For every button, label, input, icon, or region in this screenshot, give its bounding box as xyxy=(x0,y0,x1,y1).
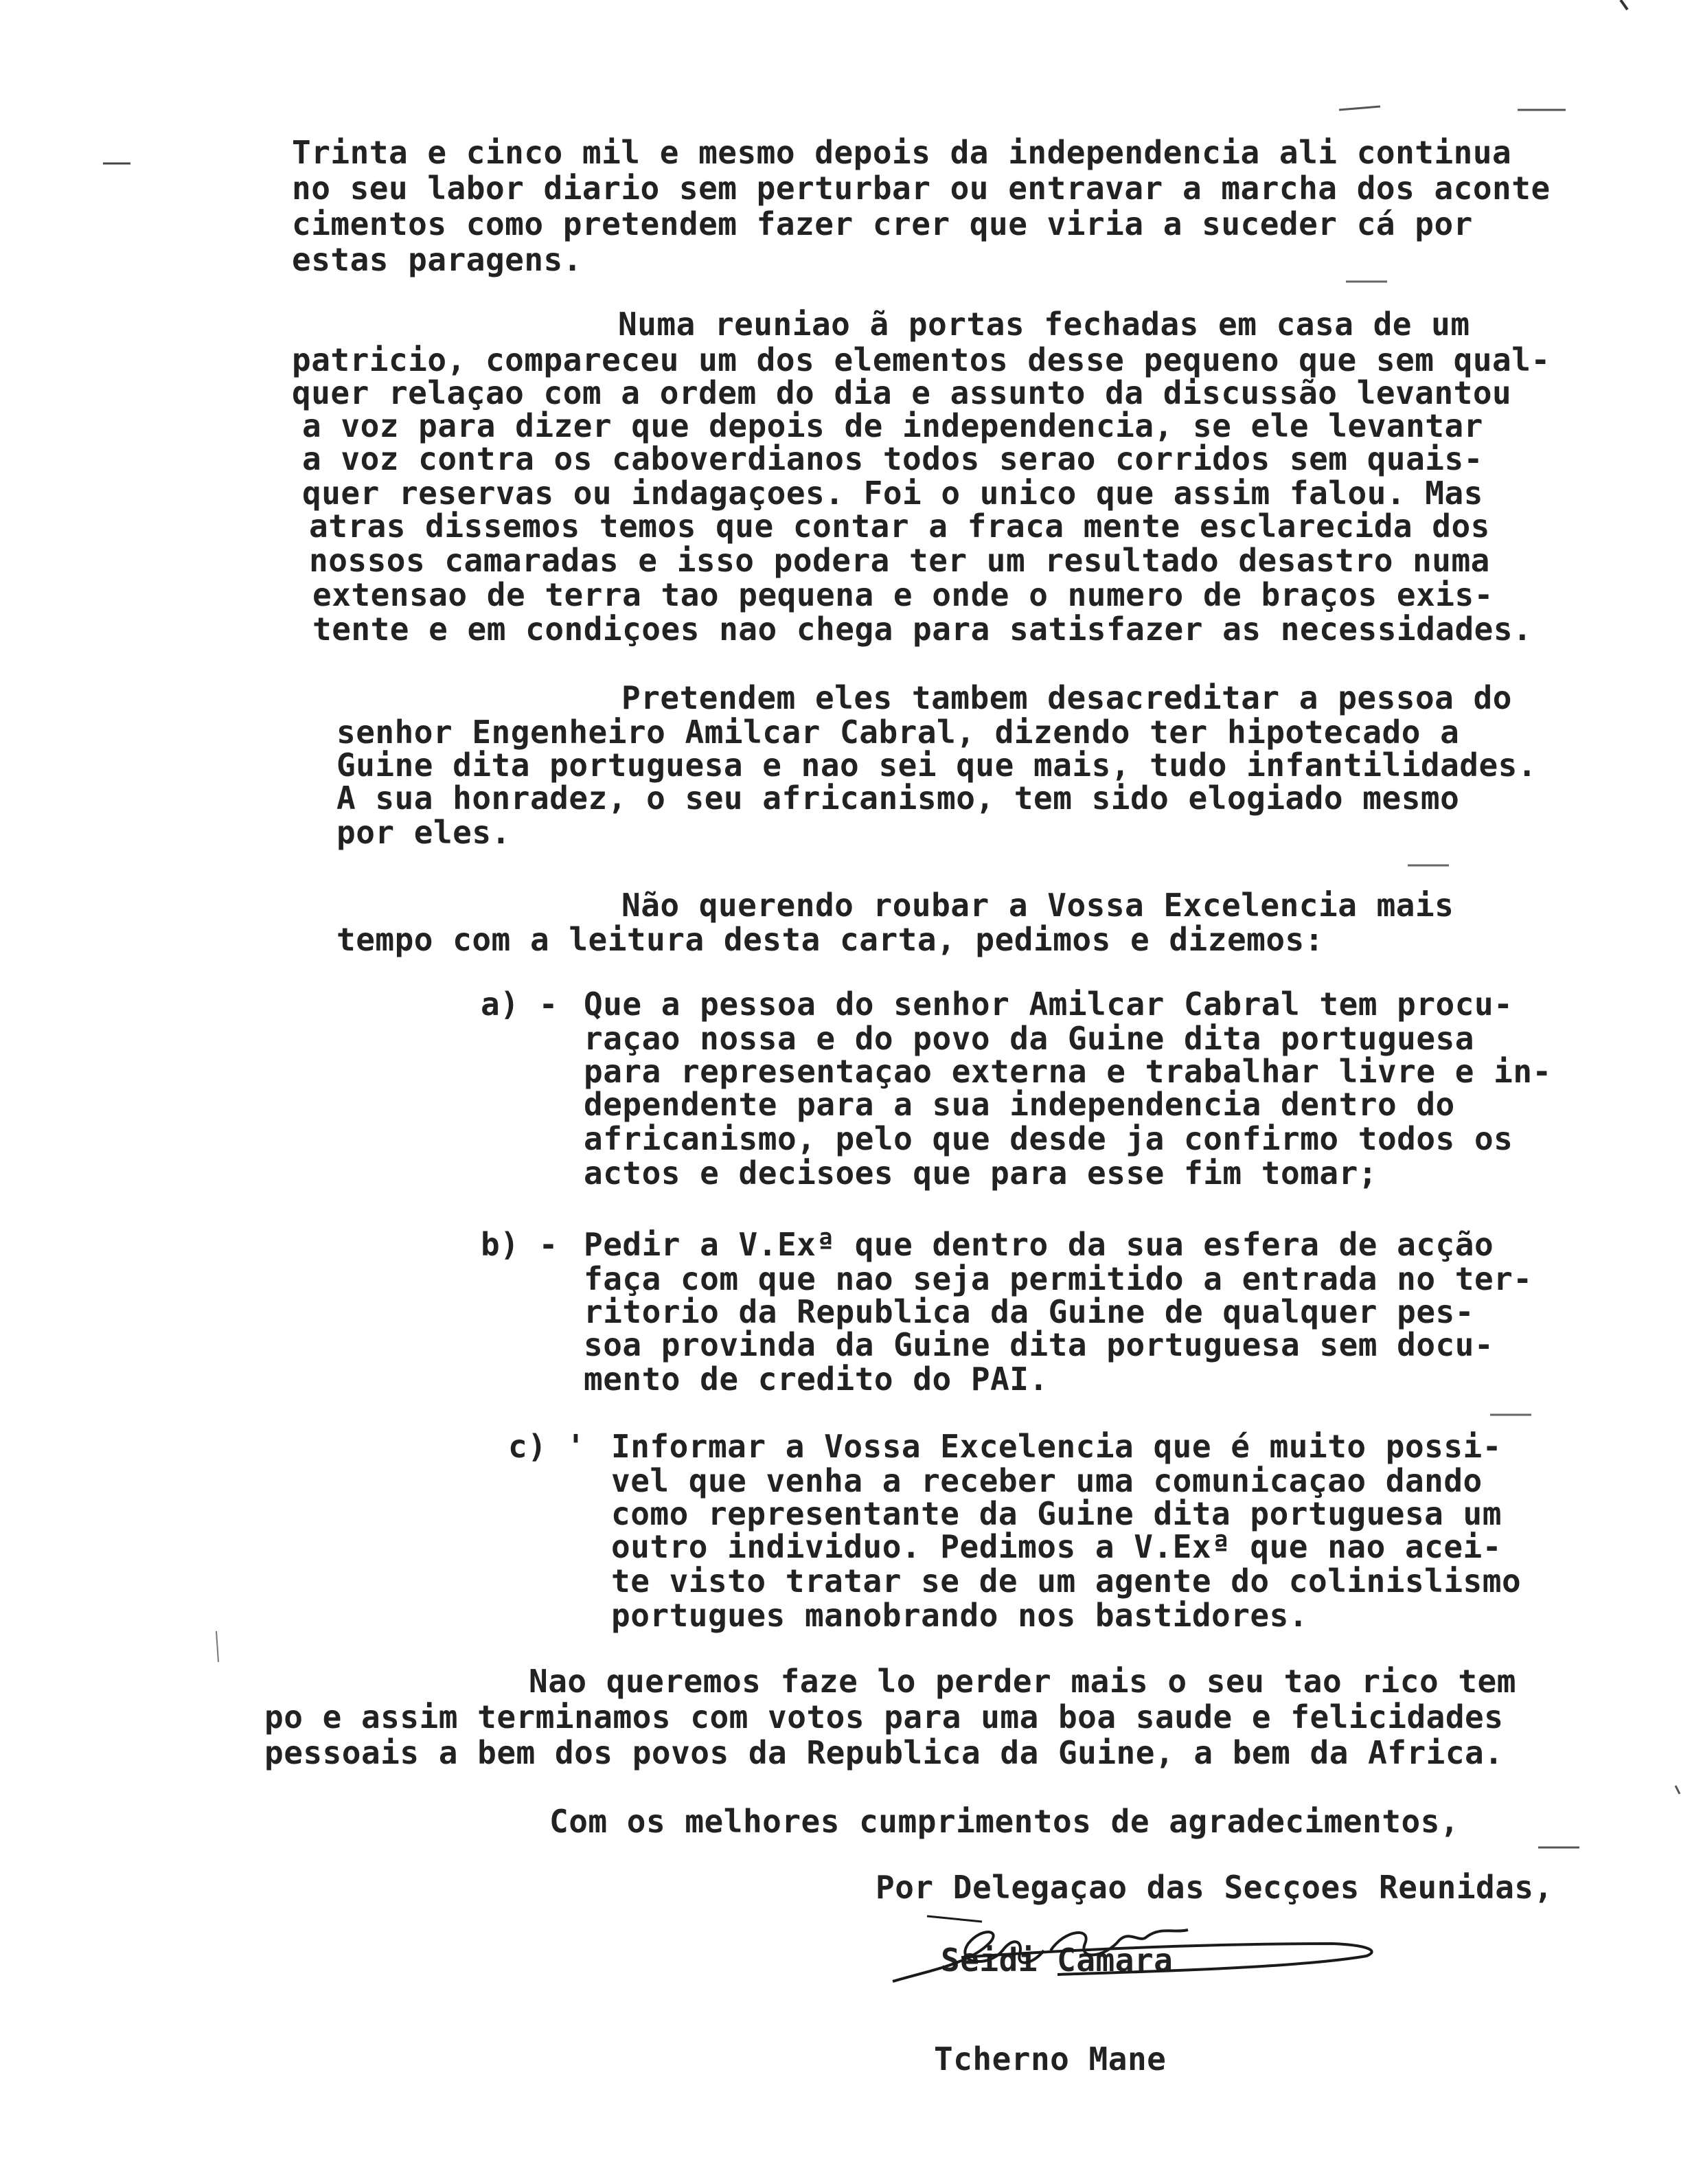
paragraph5-line: pessoais a bem dos povos da Republica da Guine, a bem da Africa. xyxy=(264,1734,1504,1771)
paragraph1-line: no seu labor diario sem perturbar ou entravar a marcha dos aconte xyxy=(292,170,1551,207)
paragraph1-line: estas paragens. xyxy=(292,241,582,278)
item-a-marker: a) - xyxy=(481,986,558,1023)
signatory-name: Seidi Camara xyxy=(941,1942,1174,1979)
paragraph4-line: tempo com a leitura desta carta, pedimos e dizemos: xyxy=(336,921,1324,958)
delegation-line: Por Delegaçao das Secçoes Reunidas, xyxy=(876,1869,1553,1906)
item-b-line: soa provinda da Guine dita portuguesa sem docu- xyxy=(584,1326,1494,1363)
item-c-marker: c) ' xyxy=(508,1428,586,1465)
paragraph2-line: a voz contra os caboverdianos todos serao corridos sem quais- xyxy=(302,440,1483,477)
item-a-line: raçao nossa e do povo da Guine dita portuguesa xyxy=(584,1020,1474,1057)
paragraph5-line: po e assim terminamos com votos para uma boa saude e felicidades xyxy=(264,1698,1504,1736)
paragraph5-line: Nao queremos faze lo perder mais o seu tao rico tem xyxy=(529,1663,1516,1700)
paragraph3-line: senhor Engenheiro Amilcar Cabral, dizendo ter hipotecado a xyxy=(336,714,1460,751)
paragraph2-line: quer reservas ou indagaçoes. Foi o unico que assim falou. Mas xyxy=(302,475,1483,512)
item-a-line: para representaçao externa e trabalhar livre e in- xyxy=(584,1053,1552,1090)
paragraph2-line: quer relaçao com a ordem do dia e assunto da discussão levantou xyxy=(292,374,1512,411)
paragraph3-line: A sua honradez, o seu africanismo, tem sido elogiado mesmo xyxy=(336,780,1460,817)
paragraph3-line: Guine dita portuguesa e nao sei que mais, tudo infantilidades. xyxy=(336,747,1537,784)
paragraph2-line: extensao de terra tao pequena e onde o numero de braços exis- xyxy=(312,576,1494,613)
paragraph2-line: nossos camaradas e isso podera ter um resultado desastro numa xyxy=(309,542,1490,579)
paragraph2-line: a voz para dizer que depois de independencia, se ele levantar xyxy=(302,407,1483,444)
item-c-line: como representante da Guine dita portuguesa um xyxy=(611,1495,1502,1532)
paragraph2-line: patricio, compareceu um dos elementos desse pequeno que sem qual- xyxy=(292,341,1551,378)
paragraph1-line: cimentos como pretendem fazer crer que viria a suceder cá por xyxy=(292,205,1473,242)
paragraph2-line: tente e em condiçoes nao chega para satisfazer as necessidades. xyxy=(312,611,1533,648)
item-b-line: mento de credito do PAI. xyxy=(584,1361,1049,1398)
paragraph2-line: atras dissemos temos que contar a fraca mente esclarecida dos xyxy=(309,508,1490,545)
paragraph3-line: por eles. xyxy=(336,814,511,851)
item-a-line: Que a pessoa do senhor Amilcar Cabral tem procu- xyxy=(584,986,1513,1023)
item-c-line: portugues manobrando nos bastidores. xyxy=(611,1597,1308,1634)
item-b-line: Pedir a V.Exª que dentro da sua esfera de acção xyxy=(584,1226,1494,1263)
item-c-line: outro individuo. Pedimos a V.Exª que nao acei- xyxy=(611,1528,1502,1565)
item-a-line: actos e decisoes que para esse fim tomar; xyxy=(584,1154,1377,1192)
paragraph4-line: Não querendo roubar a Vossa Excelencia mais xyxy=(621,887,1454,924)
closing-line: Com os melhores cumprimentos de agradecimentos, xyxy=(549,1803,1460,1840)
item-b-line: faça com que nao seja permitido a entrada no ter- xyxy=(584,1260,1533,1297)
item-c-line: vel que venha a receber uma comunicaçao dando xyxy=(611,1462,1483,1499)
item-b-marker: b) - xyxy=(481,1226,558,1263)
item-a-line: africanismo, pelo que desde ja confirmo todos os xyxy=(584,1120,1513,1157)
item-c-line: te visto tratar se de um agente do colinislismo xyxy=(611,1562,1522,1600)
signatory-name: Tcherno Mane xyxy=(934,2040,1167,2078)
handwritten-signature xyxy=(886,1902,1401,1999)
item-c-line: Informar a Vossa Excelencia que é muito possi- xyxy=(611,1428,1502,1465)
item-b-line: ritorio da Republica da Guine de qualquer pes- xyxy=(584,1293,1474,1330)
item-a-line: dependente para a sua independencia dentro do xyxy=(584,1086,1455,1123)
paragraph2-line: Numa reuniao ã portas fechadas em casa de um xyxy=(618,306,1470,343)
paragraph3-line: Pretendem eles tambem desacreditar a pessoa do xyxy=(621,679,1512,716)
paragraph1-line: Trinta e cinco mil e mesmo depois da independencia ali continua xyxy=(292,134,1512,171)
